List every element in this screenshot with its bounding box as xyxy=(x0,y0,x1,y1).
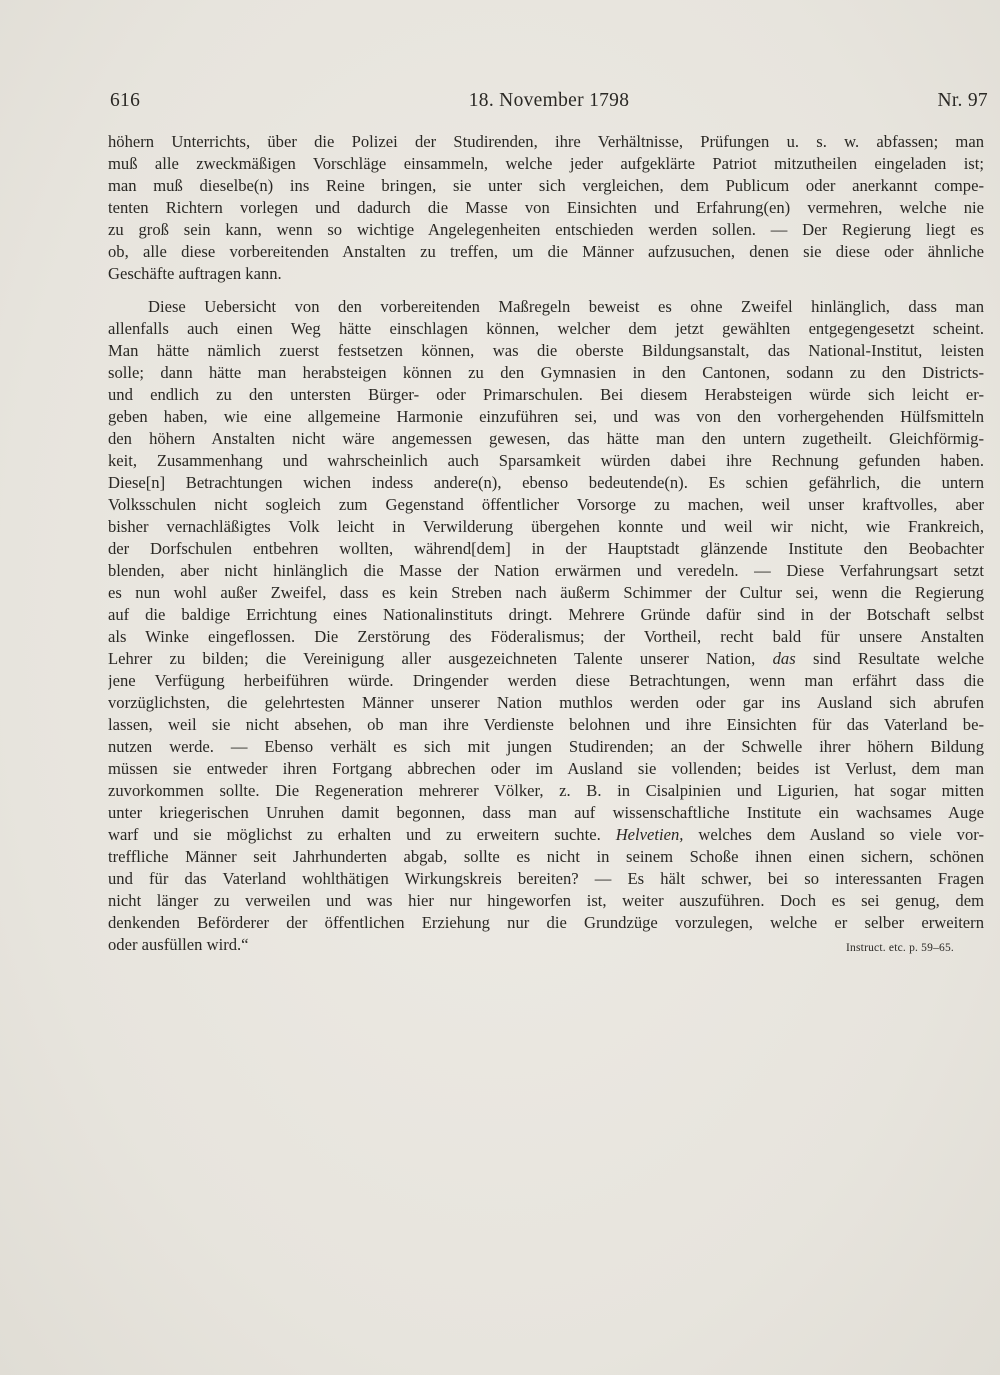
text-line: muß alle zweckmäßigen Vorschläge einsammeln, welche jeder aufgeklärte Patriot mitzutheilen eingeladen ist; xyxy=(108,154,984,173)
text-line: müssen sie entweder ihren Fortgang abbrechen oder im Ausland sie vollenden; beides ist Verlust, dem man xyxy=(108,759,984,778)
text-segment: warf und sie möglichst zu erhalten und zu erweitern suchte. xyxy=(108,825,601,844)
italic-word: Helvetien, xyxy=(615,825,684,844)
text-line: Volksschulen nicht sogleich zum Gegenstand öffentlicher Vorsorge zu machen, weil unser kraftvolles, aber xyxy=(108,495,984,514)
text-line: denkenden Beförderer der öffentlichen Erziehung nur die Grundzüge vorzulegen, welche er selber erweitern xyxy=(108,913,984,932)
text-line: geben haben, wie eine allgemeine Harmonie einzuführen sei, und was von den vorhergehenden Hülfsmitteln xyxy=(108,407,984,426)
page-number: 616 xyxy=(110,90,141,111)
page-header xyxy=(110,90,988,122)
text-line: nicht länger zu verweilen und was hier nur hingeworfen ist, weiter auszuführen. Doch es sei genug, dem xyxy=(108,891,984,910)
text-line-mixed xyxy=(108,648,984,670)
text-line: unter kriegerischen Unruhen damit begonnen, dass man auf wissenschaftliche Institute ein wachsames Auge xyxy=(108,803,984,822)
text-line: als Winke eingeflossen. Die Zerstörung des Föderalismus; der Vortheil, recht bald für unsere Anstalten xyxy=(108,627,984,646)
text-line: und für das Vaterland wohlthätigen Wirkungskreis bereiten? — Es hält schwer, bei so interessanten Fragen xyxy=(108,869,984,888)
text-line: den höhern Anstalten nicht wäre angemessen gewesen, das hätte man den untern zugetheilt. Gleichförmig- xyxy=(108,429,984,448)
closing-row xyxy=(108,934,984,956)
text-line: nutzen werde. — Ebenso verhält es sich mit jungen Studirenden; an der Schwelle ihrer höhern Bildung xyxy=(108,737,984,756)
text-line: blenden, aber nicht hinlänglich die Masse der Nation erwärmen und veredeln. — Diese Verfahrungsart setzt xyxy=(108,561,984,580)
text-line: vorzüglichsten, die gelehrtesten Männer unserer Nation muthlos werden oder gar ins Ausland sich abrufen xyxy=(108,693,984,712)
header-date: 18. November 1798 xyxy=(468,90,630,111)
text-line: tenten Richtern vorlegen und dadurch die Masse von Einsichten und Erfahrung(en) vermehren, welche nie xyxy=(108,198,984,217)
paragraph-2 xyxy=(108,296,984,934)
text-line: treffliche Männer seit Jahrhunderten abgab, sollte es nicht in seinem Schoße ihnen einen sichern, schönen xyxy=(108,847,984,866)
text-line: man muß dieselbe(n) ins Reine bringen, sie unter sich vergleichen, dem Publicum oder anerkannt compe- xyxy=(108,176,984,195)
text-line: Geschäfte auftragen kann. xyxy=(108,264,282,283)
body-text xyxy=(108,131,984,956)
text-line: zuvorkommen sollte. Die Regeneration mehrerer Völker, z. B. in Cisalpinien und Ligurien, hat sogar mitten xyxy=(108,781,984,800)
text-line: allenfalls auch einen Weg hätte einschlagen können, welcher dem jetzt gewählten entgegengesetzt scheint. xyxy=(108,319,984,338)
text-line: keit, Zusammenhang und wahrscheinlich auch Sparsamkeit würden dabei ihre Rechnung gefunden haben. xyxy=(108,451,984,470)
text-line: der Dorfschulen entbehren wollten, während[dem] in der Hauptstadt glänzende Institute den Beobachter xyxy=(108,539,984,558)
text-line: ob, alle diese vorbereitenden Anstalten zu treffen, um die Männer aufzusuchen, denen sie diese oder ähnliche xyxy=(108,242,984,261)
italic-word: das xyxy=(772,649,796,668)
text-line-mixed xyxy=(108,824,984,846)
text-line: solle; dann hätte man herabsteigen können zu den Gymnasien in den Cantonen, sodann zu den Districts- xyxy=(108,363,984,382)
paragraph-1 xyxy=(108,131,984,285)
text-line: lassen, weil sie nicht absehen, ob man ihre Verdienste belohnen und ihre Einsichten für das Vaterland be- xyxy=(108,715,984,734)
text-line: höhern Unterrichts, über die Polizei der Studirenden, ihre Verhältnisse, Prüfungen u. s. w. abfassen; man xyxy=(108,132,984,151)
source-reference: Instruct. etc. p. 59–65. xyxy=(846,942,954,954)
text-segment: sind Resultate welche xyxy=(812,649,984,668)
text-line: und endlich zu den untersten Bürger- oder Primarschulen. Bei diesem Herabsteigen würde sich leicht er- xyxy=(108,385,984,404)
text-line: Diese[n] Betrachtungen wichen indess andere(n), ebenso bedeutende(n). Es schien gefährlich, die untern xyxy=(108,473,984,492)
issue-number: Nr. 97 xyxy=(937,90,988,111)
text-line: jene Verfügung herbeiführen würde. Dringender werden diese Betrachtungen, wenn man erfährt dass die xyxy=(108,671,984,690)
text-line: es nun wohl außer Zweifel, dass es kein Streben nach äußerm Schimmer der Cultur sei, wenn die Regierung xyxy=(108,583,984,602)
closing-line: oder ausfüllen wird.“ xyxy=(108,935,249,954)
text-line: Man hätte nämlich zuerst festsetzen können, was die oberste Bildungsanstalt, das National-Institut, leisten xyxy=(108,341,984,360)
text-line: auf die baldige Errichtung eines Nationalinstituts dringt. Mehrere Gründe dafür sind in der Botschaft selbst xyxy=(108,605,984,624)
text-line: bisher vernachläßigtes Volk leicht in Verwilderung übergehen konnte und weil wir nicht, wie Frankreich, xyxy=(108,517,984,536)
text-segment: Lehrer zu bilden; die Vereinigung aller ausgezeichneten Talente unserer Nation, xyxy=(108,649,756,668)
text-line: Diese Uebersicht von den vorbereitenden Maßregeln beweist es ohne Zweifel hinlänglich, dass man xyxy=(148,297,984,316)
text-segment: welches dem Ausland so viele vor- xyxy=(698,825,984,844)
text-line: zu groß sein kann, wenn so wichtige Angelegenheiten entschieden werden sollen. — Der Regierung liegt es xyxy=(108,220,984,239)
